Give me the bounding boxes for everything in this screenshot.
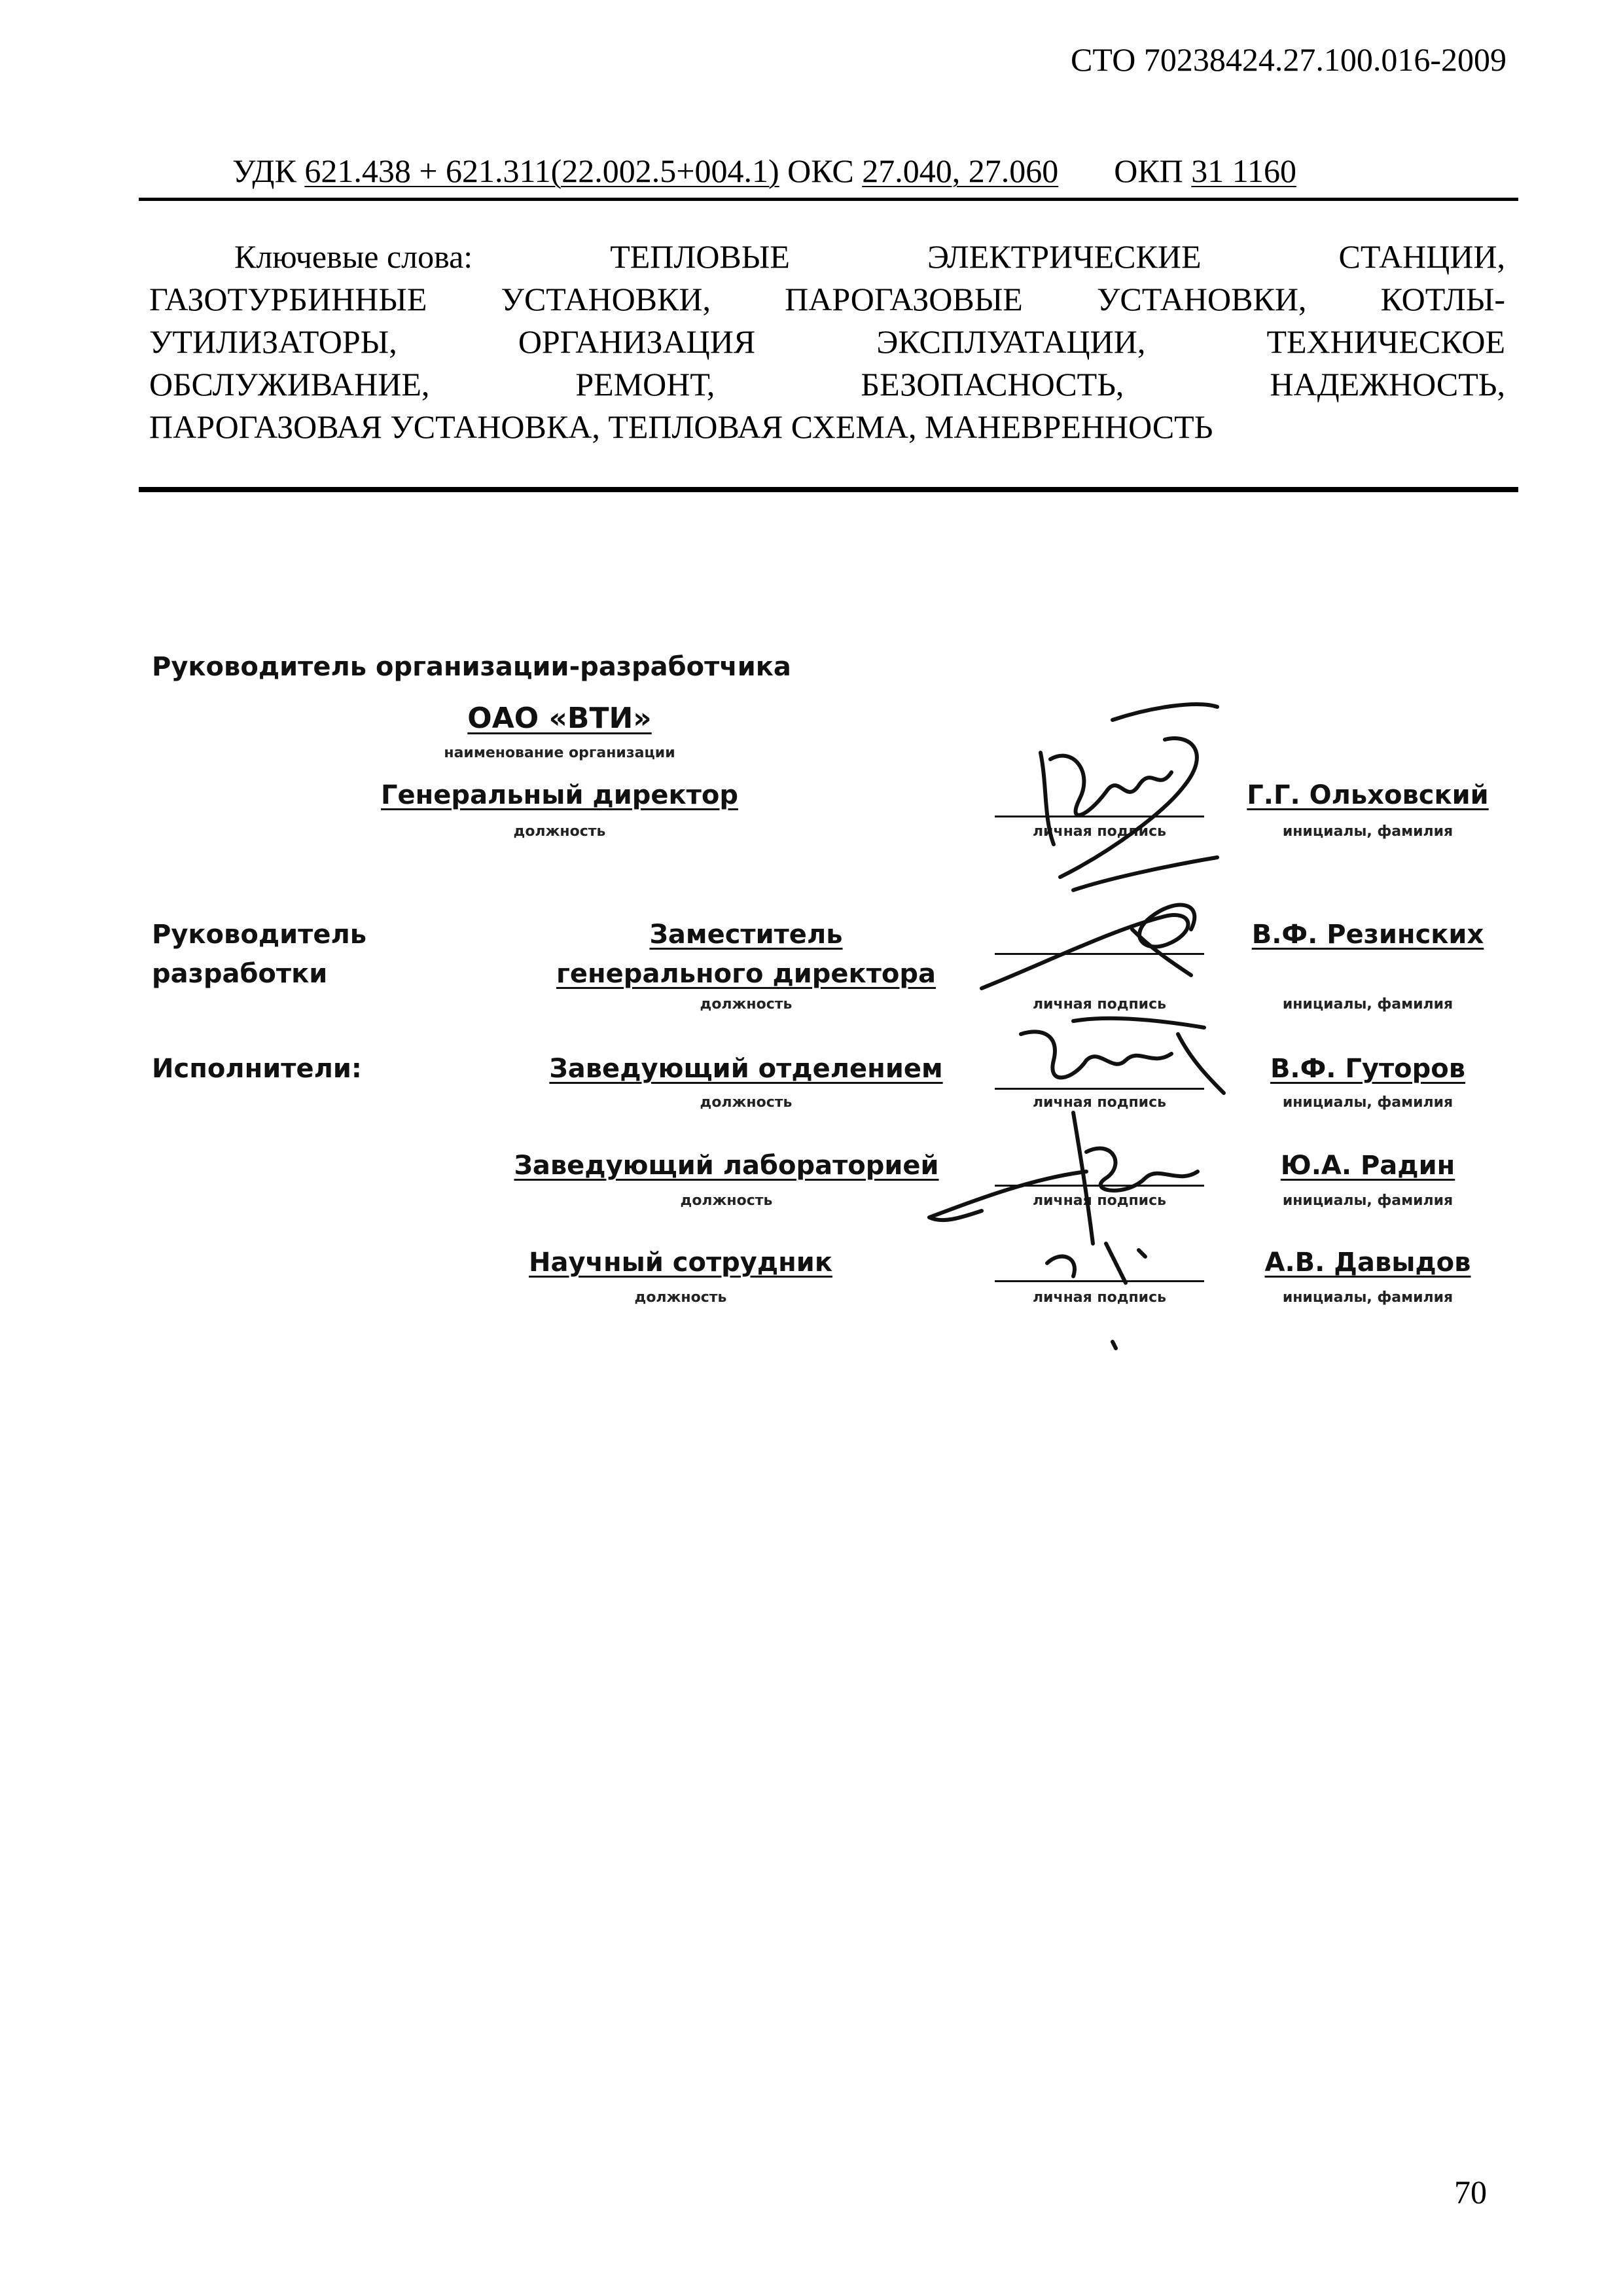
udk-value: 621.438 + 621.311(22.002.5+004.1) bbox=[304, 152, 779, 189]
position-deputy-1: Заместитель bbox=[649, 920, 843, 950]
signature-caption: личная подпись bbox=[1032, 1289, 1167, 1306]
oks-label: ОКС bbox=[787, 152, 854, 189]
org-name: ОАО «ВТИ» bbox=[467, 702, 652, 735]
name-caption: инициалы, фамилия bbox=[1282, 823, 1454, 840]
signature-olkhovsky bbox=[1041, 704, 1217, 877]
page-number: 70 bbox=[1454, 2174, 1487, 2210]
keywords-line-3: УТИЛИЗАТОРЫ, ОРГАНИЗАЦИЯ ЭКСПЛУАТАЦИИ, ТЕХНИЧЕСКОЕ bbox=[149, 323, 1505, 360]
position-lab-head: Заведующий лабораторией bbox=[514, 1151, 939, 1181]
signature-rezinskikh bbox=[982, 857, 1217, 988]
keywords-line-2: ГАЗОТУРБИННЫЕ УСТАНОВКИ, ПАРОГАЗОВЫЕ УСТАНОВКИ, КОТЛЫ- bbox=[149, 281, 1505, 317]
signature-caption: личная подпись bbox=[1032, 1094, 1167, 1111]
position-caption: должность bbox=[700, 1094, 793, 1111]
name-radin: Ю.А. Радин bbox=[1280, 1151, 1455, 1181]
position-general-director: Генеральный директор bbox=[381, 780, 738, 810]
keywords-label: Ключевые слова: bbox=[234, 238, 473, 275]
position-researcher: Научный сотрудник bbox=[529, 1247, 832, 1278]
role-development-head-2: разработки bbox=[152, 959, 328, 989]
keyword-word: ТЕПЛОВЫЕ bbox=[610, 238, 790, 275]
signature-gutorov bbox=[1021, 1018, 1224, 1093]
okp-label: ОКП bbox=[1114, 152, 1183, 189]
role-executors: Исполнители: bbox=[152, 1054, 362, 1084]
oks-value: 27.040, 27.060 bbox=[862, 152, 1059, 189]
keywords-line-5: ПАРОГАЗОВАЯ УСТАНОВКА, ТЕПЛОВАЯ СХЕМА, МАНЕВРЕННОСТЬ bbox=[149, 408, 1213, 445]
position-caption: должность bbox=[680, 1193, 773, 1209]
signature-davydov bbox=[1047, 1244, 1145, 1348]
position-caption: должность bbox=[700, 996, 793, 1013]
keyword-word: СТАНЦИИ, bbox=[1338, 238, 1505, 275]
name-caption: инициалы, фамилия bbox=[1282, 1193, 1454, 1209]
signature-radin bbox=[929, 1113, 1198, 1244]
position-caption: должность bbox=[634, 1289, 727, 1306]
name-caption: инициалы, фамилия bbox=[1282, 996, 1454, 1013]
name-caption: инициалы, фамилия bbox=[1282, 1289, 1454, 1306]
position-department-head: Заведующий отделением bbox=[549, 1054, 943, 1084]
signature-caption: личная подпись bbox=[1032, 1193, 1167, 1209]
name-gutorov: В.Ф. Гуторов bbox=[1270, 1054, 1466, 1084]
keyword-word: ЭЛЕКТРИЧЕСКИЕ bbox=[927, 238, 1202, 275]
signature-caption: личная подпись bbox=[1032, 996, 1167, 1013]
signature-caption: личная подпись bbox=[1032, 823, 1167, 840]
name-olkhovsky: Г.Г. Ольховский bbox=[1247, 780, 1489, 810]
position-caption: должность bbox=[513, 823, 606, 840]
document-code: СТО 70238424.27.100.016-2009 bbox=[1071, 41, 1507, 78]
name-caption: инициалы, фамилия bbox=[1282, 1094, 1454, 1111]
keywords-line-4: ОБСЛУЖИВАНИЕ, РЕМОНТ, БЕЗОПАСНОСТЬ, НАДЕЖНОСТЬ, bbox=[149, 366, 1505, 403]
org-head-heading: Руководитель организации-разработчика bbox=[152, 652, 791, 682]
name-davydov: А.В. Давыдов bbox=[1264, 1247, 1471, 1278]
okp-value: 31 1160 bbox=[1191, 152, 1296, 189]
position-deputy-2: генерального директора bbox=[556, 959, 936, 989]
udk-label: УДК bbox=[232, 152, 296, 189]
org-name-caption: наименование организации bbox=[444, 745, 675, 761]
name-rezinskikh: В.Ф. Резинских bbox=[1251, 920, 1484, 950]
role-development-head-1: Руководитель bbox=[152, 920, 367, 950]
